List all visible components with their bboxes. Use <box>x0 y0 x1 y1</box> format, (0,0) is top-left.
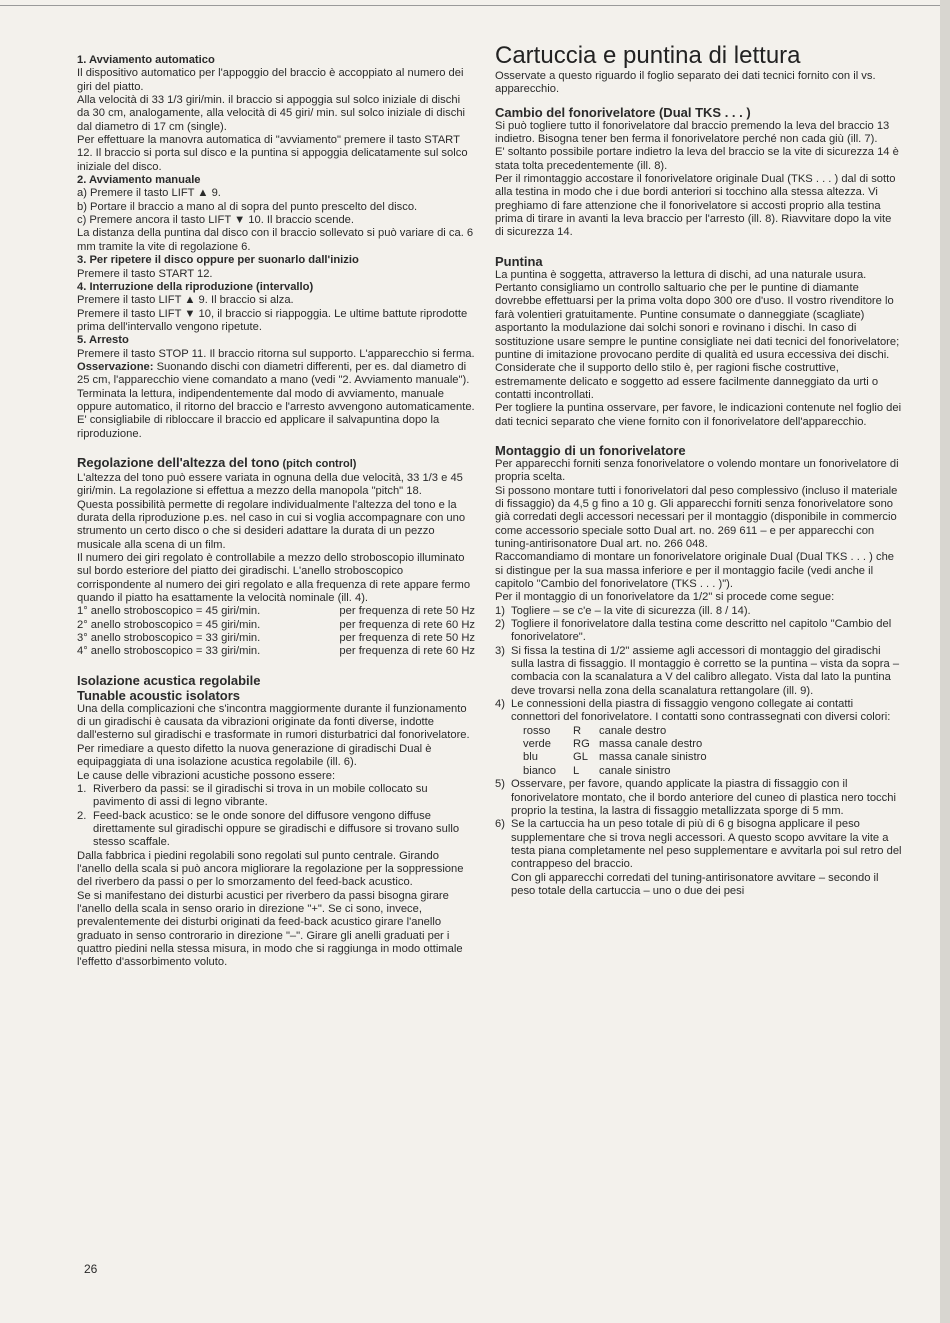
paragraph: Per il rimontaggio accostare il fonorivelatore originale Dual (TKS . . . ) dal di sotto alla testina in modo che i due bordi anteriori si tocchino alla stessa altezza. Vi preghiamo di fare attenzione che il fonorivelatore si accosti proprio alla testina prima di tirare in avanti la leva braccio per l'arresto (ill. 8). Riavvitare dopo la vite di sicurezza 14. <box>495 173 896 239</box>
paragraph: La puntina è soggetta, attraverso la lettura di dischi, ad una naturale usura. Pertanto consigliamo un controllo saltuario che per le puntine di diamante dovrebbe effettuarsi per la prima volta dopo 300 ore d'uso. Il vostro rivenditore lo farà volentieri gratuitamente. Puntine consumate o danneggiate (scagliate) asportanto la modulazione dai solchi sonori e rovinano i dischi. In caso di sostituzione usare sempre le puntine consigliate nei dati tecnici del fonorivelatore; puntine di imitazione provocano perdite di qualità ed usura eccessiva dei dischi. <box>495 268 900 361</box>
strobe-row <box>77 619 475 632</box>
list-item: c) Premere ancora il tasto LIFT ▼ 10. Il braccio scende. <box>77 214 354 227</box>
section-title: 4. Interruzione della riproduzione (intervallo) <box>77 280 314 293</box>
strobe-row <box>77 632 475 645</box>
color-name: bianco <box>523 764 556 777</box>
page-number: 26 <box>84 1262 98 1276</box>
color-code: L <box>573 764 580 777</box>
paragraph: Si possono montare tutti i fonorivelatori dal peso complessivo (incluso il materiale di fissaggio) da 4,5 g fino a 10 g. Gli apparecchi forniti senza fonorivelatore sono già corredati degli accessori necessari per il montaggio (disponibile in commercio come accessorio speciale sotto Dual art. no. 269 611 – e per apparecchi con tuning-antirisonatore Dual art. no. 266 048. <box>495 484 898 550</box>
step-number: 1) <box>495 604 505 617</box>
step-text: Togliere – se c'e – la vite di sicurezza (ill. 8 / 14). <box>511 604 751 617</box>
heading-text: Regolazione dell'altezza del tono <box>77 454 280 470</box>
strobe-freq: per frequenza di rete 50 Hz <box>339 632 475 645</box>
paragraph: Osservate a questo riguardo il foglio separato dei dati tecnici fornito con il vs. apparecchio. <box>495 70 876 96</box>
paragraph: Se si manifestano dei disturbi acustici per riverbero da passi bisogna girare l'anello della scala in senso orario in direzione "+". Se ci sono, invece, prevalentemente dei disturbi originati da feed-back acustico girare l'anello graduato in senso controrario in direzione "–". Girare gli anelli graduati per i quattro piedini nella stessa misura, in modo che si raggiunga in modo ottimale l'effetto d'assorbimento voluto. <box>77 889 463 969</box>
paragraph: Dalla fabbrica i piedini regolabili sono regolati sul punto centrale. Girando l'anello della scala si può ancora migliorare la regolazione per la soppressione del riverbero da passi o per lo smorzamento del feed-back acustico. <box>77 849 464 889</box>
paragraph: Il numero dei giri regolato è controllabile a mezzo dello stroboscopio illuminato sul bordo esteriore del piatto dei giradischi. L'anello stroboscopico corrispondente al numero dei giri regolato e alla frequenza di rete appare fermo quando il piatto ha esattamente la velocità nominale (ill. 4). <box>77 552 471 605</box>
paragraph: Per il montaggio di un fonorivelatore da 1/2" si procede come segue: <box>495 591 835 604</box>
color-row <box>495 751 903 764</box>
step-item <box>495 818 903 871</box>
right-column <box>495 42 903 898</box>
step-item <box>495 645 903 698</box>
left-column <box>77 54 475 970</box>
color-desc: massa canale destro <box>599 738 703 751</box>
color-code: RG <box>573 738 590 751</box>
step-item <box>495 778 903 818</box>
paragraph: Considerate che il supporto dello stilo è, per ragioni fische costruttive, estremamente delicato e soggetto ad essere facilmente danneggiato da urti o contatti incontrollati. <box>495 362 879 401</box>
section-title: 3. Per ripetere il disco oppure per suonarlo dall'inizio <box>77 254 359 267</box>
step-text: Se la cartuccia ha un peso totale di più di 6 g bisogna applicare il peso supplementare che si trova negli accessori. A questo scopo avvitare la vite a testa piana completamente nel peso supplementare e avvitarla poi sul retro del contrappeso del braccio. <box>511 818 902 871</box>
color-row <box>495 738 903 751</box>
color-desc: canale destro <box>599 724 667 737</box>
paragraph: Premere il tasto LIFT ▲ 9. Il braccio si alza. <box>77 294 294 307</box>
step-item <box>495 698 903 725</box>
step-text: Si fissa la testina di 1/2" assieme agli accessori di montaggio del giradischi sulla lastra di fissaggio. Il montaggio è corretto se la puntina – vista da sopra – combacia con la scanalatura a V del calibro allegato. Vista dal lato la puntina deve trovarsi nella zona della scanalatura rettangolare (ill. 9). <box>511 644 900 697</box>
paragraph: Per togliere la puntina osservare, per favore, le indicazioni contenute nel foglio dei dati tecnici separato che viene fornito con il fonorivelatore dell'apparecchio. <box>495 402 902 428</box>
color-name: blu <box>523 751 538 764</box>
section-title: 5. Arresto <box>77 334 129 347</box>
section-heading: Tunable acoustic isolators <box>77 687 241 703</box>
list-item: b) Portare il braccio a mano al di sopra del punto prescelto del disco. <box>77 200 418 213</box>
top-rule <box>0 5 950 6</box>
section-heading <box>77 455 475 472</box>
step-number: 3) <box>495 644 505 657</box>
note-paragraph <box>77 361 475 388</box>
paragraph: Per apparecchi forniti senza fonorivelatore o volendo montare un fonorivelatore di propria scelta. <box>495 457 899 484</box>
color-desc: canale sinistro <box>599 764 671 777</box>
heading-sub: (pitch control) <box>279 457 357 470</box>
section-title: 2. Avviamento manuale <box>77 174 201 187</box>
section-heading: Cambio del fonorivelatore (Dual TKS . . . ) <box>495 104 751 120</box>
strobe-list <box>77 605 475 658</box>
strobe-row <box>77 605 475 618</box>
list-item: 2. Feed-back acustico: se le onde sonore del diffusore vengono diffuse direttamente sul giradischi oppure se giradischi e diffusore si trovano sullo stesso scaffale. <box>77 810 475 850</box>
step-text: Le connessioni della piastra di fissaggio vengono collegate ai contatti connettori del fonorivelatore. I contatti sono contrassegnati con diversi colori: <box>511 698 891 724</box>
note-text: Suonando dischi con diametri differenti, per es. dal diametro di 25 cm, l'apparecchio viene comandato a mano (vedi "2. Avviamento manuale"). <box>77 360 470 387</box>
step-number: 5) <box>495 778 505 791</box>
strobe-freq: per frequenza di rete 50 Hz <box>339 605 475 618</box>
paragraph: Premere il tasto STOP 11. Il braccio ritorna sul supporto. L'apparecchio si ferma. <box>77 347 475 360</box>
step-number: 2) <box>495 618 505 631</box>
strobe-label: 1° anello stroboscopico = 45 giri/min. <box>77 605 261 618</box>
paragraph: Raccomandiamo di montare un fonorivelatore originale Dual (Dual TKS . . . ) che si distingue per la sua massa inferiore e per il montaggio facile (vedi anche il capitolo "Cambio del fonorivelatore (TKS . . . )"). <box>495 551 895 590</box>
color-row <box>495 725 903 738</box>
step-text: Osservare, per favore, quando applicate la piastra di fissaggio con il fonorivelatore montato, che il bordo anteriore del cuneo di plastica nero tocchi proprio la testina, la lastra di fissaggio metallizzata sporge di 5 mm. <box>511 778 896 817</box>
color-code: GL <box>573 751 588 764</box>
list-item-text: Riverbero da passi: se il giradischi si trova in un mobile collocato su pavimento di assi di legno vibrante. <box>93 782 428 809</box>
paragraph: La distanza della puntina dal disco con il braccio sollevato si può variare di ca. 6 mm tramite la vite di regolazione 6. <box>77 227 474 253</box>
paragraph: Le cause delle vibrazioni acustiche possono essere: <box>77 769 336 782</box>
paragraph: Premere il tasto LIFT ▼ 10, il braccio si riappoggia. Le ultime battute riprodotte prima dell'intervallo vengono ripetute. <box>77 307 468 333</box>
paragraph: Terminata la lettura, indipendentemente dal modo di avviamento, manuale oppure automatico, il ritorno del braccio e l'arresto avvengono automaticamente. E' consigliabile di ribloccare il braccio ed applicare il salvapuntina dopo la riproduzione. <box>77 387 475 440</box>
color-name: verde <box>523 738 551 751</box>
paragraph: E' soltanto possibile portare indietro la leva del braccio se la vite di sicurezza 14 è stata tolta precedentemente (ill. 8). <box>495 146 899 172</box>
color-name: rosso <box>523 724 551 737</box>
page-edge <box>940 0 950 1323</box>
paragraph: Il dispositivo automatico per l'appoggio del braccio è accoppiato al numero dei giri del piatto. <box>77 67 464 93</box>
section-title: 1. Avviamento automatico <box>77 54 215 66</box>
step-item <box>495 618 903 645</box>
section-heading: Puntina <box>495 253 543 269</box>
strobe-freq: per frequenza di rete 60 Hz <box>339 618 475 631</box>
list-item-text: Feed-back acustico: se le onde sonore del diffusore vengono diffuse direttamente sul giradischi oppure se giradischi e diffusore si trovano sullo stesso scaffale. <box>93 809 460 849</box>
list-item: a) Premere il tasto LIFT ▲ 9. <box>77 187 221 200</box>
strobe-label: 2° anello stroboscopico = 45 giri/min. <box>77 618 261 631</box>
paragraph: Questa possibilità permette di regolare individualmente l'altezza del tono e la durata della riproduzione p.es. nel caso in cui si voglia accompagnare con uno strumento un certo disco o che si desideri adattare la durata di un pezzo musicale alla scena di un film. <box>77 498 466 551</box>
strobe-freq: per frequenza di rete 60 Hz <box>339 645 475 658</box>
paragraph: Premere il tasto START 12. <box>77 267 213 280</box>
section-heading: Isolazione acustica regolabile <box>77 672 261 688</box>
color-desc: massa canale sinistro <box>599 751 707 764</box>
section-heading: Montaggio di un fonorivelatore <box>495 442 686 458</box>
step-number: 4) <box>495 698 505 711</box>
step-item <box>495 605 903 618</box>
strobe-label: 3° anello stroboscopico = 33 giri/min. <box>77 632 261 645</box>
page-title: Cartuccia e puntina di lettura <box>495 42 801 69</box>
paragraph: Si può togliere tutto il fonorivelatore dal braccio premendo la leva del braccio 13 indietro. Bisogna tener ben ferma il fonorivelatore perché non cada giù (ill. 7). <box>495 119 890 146</box>
color-table <box>495 725 903 778</box>
list-item: 1. Riverbero da passi: se il giradischi si trova in un mobile collocato su pavimento di assi di legno vibrante. <box>77 783 475 810</box>
paragraph: Alla velocità di 33 1/3 giri/min. il braccio si appoggia sul solco iniziale di dischi da 30 cm, analogamente, alla velocità di 45 giri/ min. sul solco iniziale di dischi dal diametro di 17 cm (single). <box>77 94 466 133</box>
paragraph: Con gli apparecchi corredati del tuning-antirisonatore avvitare – secondo il peso totale della cartuccia – uno o due dei pesi <box>511 871 879 897</box>
strobe-label: 4° anello stroboscopico = 33 giri/min. <box>77 645 261 658</box>
strobe-row <box>77 645 475 658</box>
paragraph: Una della complicazioni che s'incontra maggiormente durante il funzionamento di un giradischi è causata da vibrazioni originate da fonti diverse, indotte dall'esterno sul giradischi e trasformate in rumori disturbatrici dal fonorivelatore. <box>77 702 470 742</box>
color-code: R <box>573 724 582 737</box>
paragraph: Per rimediare a questo difetto la nuova generazione di giradischi Dual è equipaggiata di una isolazione acustica regolabile (ill. 6). <box>77 742 432 769</box>
color-row <box>495 765 903 778</box>
paragraph: L'altezza del tono può essere variata in ognuna della due velocità, 33 1/3 e 45 giri/min. La regolazione si effettua a mezzo della manopola "pitch" 18. <box>77 471 463 498</box>
paragraph: Per effettuare la manovra automatica di "avviamento" premere il tasto START 12. Il braccio si porta sul disco e la puntina si appoggia delicatamente sul solco iniziale del disco. <box>77 134 468 173</box>
step-text: Togliere il fonorivelatore dalla testina come descritto nel capitolo "Cambio del fonorivelatore". <box>511 618 892 644</box>
note-label: Osservazione: <box>77 360 154 373</box>
step-number: 6) <box>495 818 505 831</box>
